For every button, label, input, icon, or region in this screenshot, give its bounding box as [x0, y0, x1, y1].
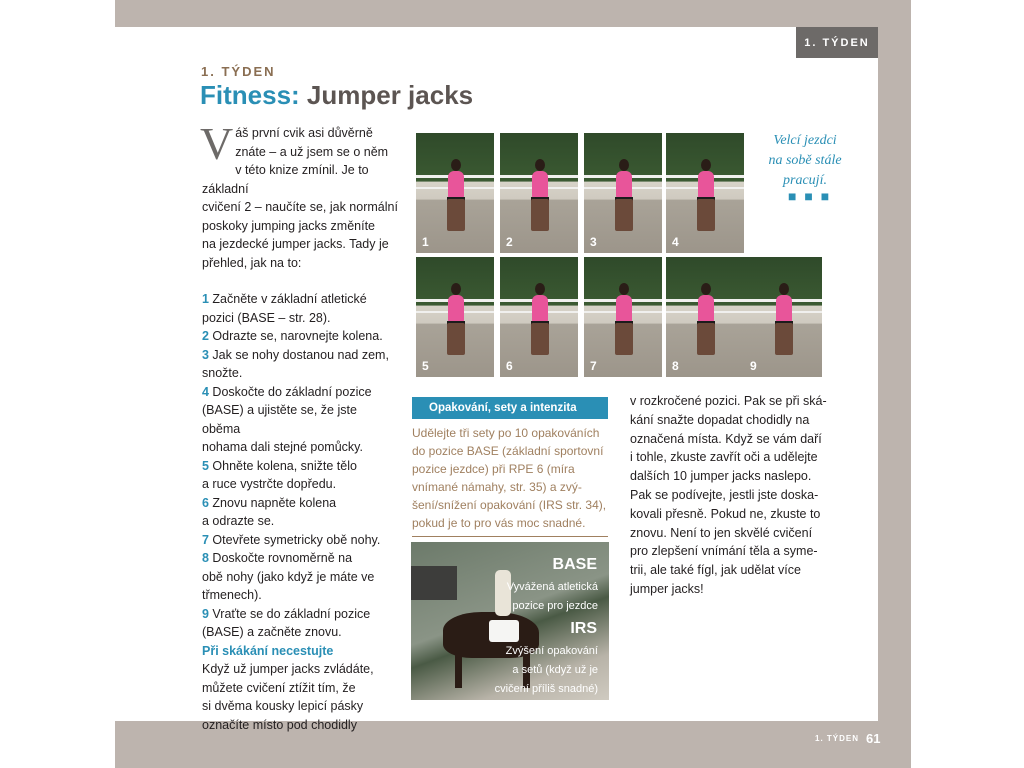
box-line: pokud je to pro vás moc snadné. [412, 516, 586, 530]
step-text: a odrazte se. [202, 514, 275, 528]
quote-dots: ■ ■ ■ [788, 188, 832, 204]
irs-label: IRS [570, 620, 597, 637]
step-3 [202, 346, 398, 383]
photo-number: 6 [506, 359, 513, 373]
box-line: šení/snížení opakování (IRS str. 34), [412, 498, 607, 512]
step-text: třmenech). [202, 588, 262, 602]
step-text: obě nohy (jako když je máte ve [202, 569, 375, 584]
base-label: BASE [552, 556, 597, 573]
subsection-line: si dvěma kousky lepicí pásky [202, 699, 364, 713]
main-text-column [200, 118, 398, 734]
step-2 [202, 327, 398, 346]
step-text: a ruce vystrčte dopředu. [202, 477, 337, 491]
exercise-photo [666, 257, 744, 377]
intro-line: přehled, jak na to: [202, 255, 302, 270]
step-text: Vraťte se do základní pozice [208, 606, 371, 621]
text-line: Pak se podívejte, jestli jste doska- [630, 487, 819, 502]
step-number: 9 [202, 606, 209, 621]
photo-number: 4 [672, 235, 679, 249]
exercise-photo [500, 257, 578, 377]
step-number: 4 [202, 384, 209, 399]
text-line: v rozkročené pozici. Pak se při ská- [630, 394, 827, 408]
continued-text-column [630, 392, 830, 599]
exercise-photo [584, 133, 662, 253]
page-number: 61 [866, 731, 881, 746]
step-1 [202, 290, 398, 327]
text-line: znovu. Není to jen skvělé cvičení [630, 525, 813, 540]
top-band [115, 0, 911, 27]
caption-line: pozice pro jezdce [512, 600, 598, 612]
step-number: 7 [202, 532, 209, 547]
step-number: 1 [202, 292, 209, 306]
quote-line: Velcí jezdci [773, 133, 837, 148]
intro-line: v této knize zmínil. Je to základní [202, 163, 369, 196]
step-number: 3 [202, 347, 209, 362]
page-margin-right [911, 0, 1024, 768]
info-box-heading: Opakování, sety a intenzita [412, 397, 608, 419]
step-text: Znovu napněte kolena [208, 495, 337, 510]
text-line: kovali přesně. Pokud ne, zkuste to [630, 506, 821, 521]
step-7 [202, 531, 398, 550]
photo-number: 7 [590, 359, 597, 373]
intro-line: áš první cvik asi důvěrně [235, 126, 373, 140]
pull-quote [762, 131, 848, 191]
text-line: označená místa. Když se vám daří [630, 431, 822, 446]
photo-number: 5 [422, 359, 429, 373]
step-text: Ohněte kolena, snižte tělo [208, 458, 357, 473]
exercise-photo [584, 257, 662, 377]
exercise-photo [744, 257, 822, 377]
step-text: pozici (BASE – str. 28). [202, 310, 331, 325]
intro-line: cvičení 2 – naučíte se, jak normální [202, 200, 398, 214]
box-line: pozice jezdce) při RPE 6 (míra [412, 462, 575, 476]
intro-line: na jezdecké jumper jacks. Tady je [202, 237, 389, 251]
text-line: kání snažte dopadat chodidly na [630, 412, 810, 427]
step-text: (BASE) a začněte znovu. [202, 625, 342, 639]
photo-number: 2 [506, 235, 513, 249]
caption-line: a setů (když už je [512, 664, 598, 676]
subsection-text [202, 660, 398, 734]
step-text: snožte. [202, 366, 243, 380]
step-8 [202, 549, 398, 605]
step-number: 6 [202, 495, 209, 510]
step-text: Začněte v základní atletické [208, 292, 367, 306]
dropcap: V [200, 118, 234, 169]
quote-line: na sobě stále [768, 153, 842, 168]
caption-line: Vyvážená atletická [506, 581, 598, 593]
exercise-photo [666, 133, 744, 253]
step-5 [202, 457, 398, 494]
text-line: pro zlepšení vnímání těla a syme- [630, 544, 818, 559]
step-text: Doskočte rovnoměrně na [208, 551, 353, 565]
box-line: Udělejte tři sety po 10 opakováních [412, 426, 600, 440]
footer-section-label: 1. TÝDEN [815, 734, 860, 743]
step-text: Otevřete symetricky obě nohy. [208, 532, 381, 547]
photo-number: 3 [590, 235, 597, 249]
box-line: do pozice BASE (základní sportovní [412, 444, 604, 458]
exercise-photo [416, 133, 494, 253]
step-text: nohama dali stejné pomůcky. [202, 440, 363, 454]
step-number: 5 [202, 458, 209, 473]
intro-line: poskoky jumping jacks změníte [202, 218, 375, 233]
section-kicker: 1. TÝDEN [201, 64, 276, 79]
text-line: i tohle, zkuste zavřít oči a udělejte [630, 450, 818, 465]
intro-line: znáte – a už jsem se o něm [235, 144, 389, 159]
text-line: dalších 10 jumper jacks naslepo. [630, 469, 812, 484]
text-line: trii, ale také fígl, jak udělat více [630, 563, 801, 578]
caption-line: cvičení příliš snadné) [494, 683, 598, 695]
base-caption [478, 578, 598, 616]
step-text: Jak se nohy dostanou nad zem, [208, 347, 389, 362]
subsection-heading: Při skákání necestujte [202, 643, 334, 658]
step-4 [202, 383, 398, 457]
photo-number: 8 [672, 359, 679, 373]
title-rest: Jumper jacks [299, 80, 474, 110]
rider-horse-photo [411, 542, 609, 700]
subsection-line: Když už jumper jacks zvládáte, [202, 662, 374, 676]
text-line: jumper jacks! [630, 581, 704, 596]
page-title [200, 80, 473, 111]
exercise-photo [500, 133, 578, 253]
right-strip [878, 27, 911, 721]
page-margin-left [0, 0, 115, 768]
subsection-line: označíte místo pod chodidly [202, 717, 357, 732]
step-6 [202, 494, 398, 531]
title-accent: Fitness: [200, 80, 300, 110]
box-line: vnímané námahy, str. 35) a zvý- [412, 480, 582, 494]
irs-caption [478, 642, 598, 699]
exercise-photo [416, 257, 494, 377]
quote-line: pracují. [783, 173, 827, 188]
week-tab: 1. TÝDEN [796, 27, 878, 58]
subsection-line: můžete cvičení ztížit tím, že [202, 680, 356, 695]
step-text: (BASE) a ujistěte se, že jste oběma [202, 403, 357, 436]
info-box-rule [412, 536, 608, 537]
info-box-text [412, 424, 612, 532]
photo-number: 1 [422, 235, 429, 249]
step-text: Doskočte do základní pozice [208, 384, 372, 399]
step-number: 8 [202, 551, 209, 565]
step-text: Odrazte se, narovnejte kolena. [208, 329, 383, 343]
step-9 [202, 605, 398, 642]
caption-line: Zvýšení opakování [505, 645, 598, 657]
photo-number: 9 [750, 359, 757, 373]
step-number: 2 [202, 329, 209, 343]
